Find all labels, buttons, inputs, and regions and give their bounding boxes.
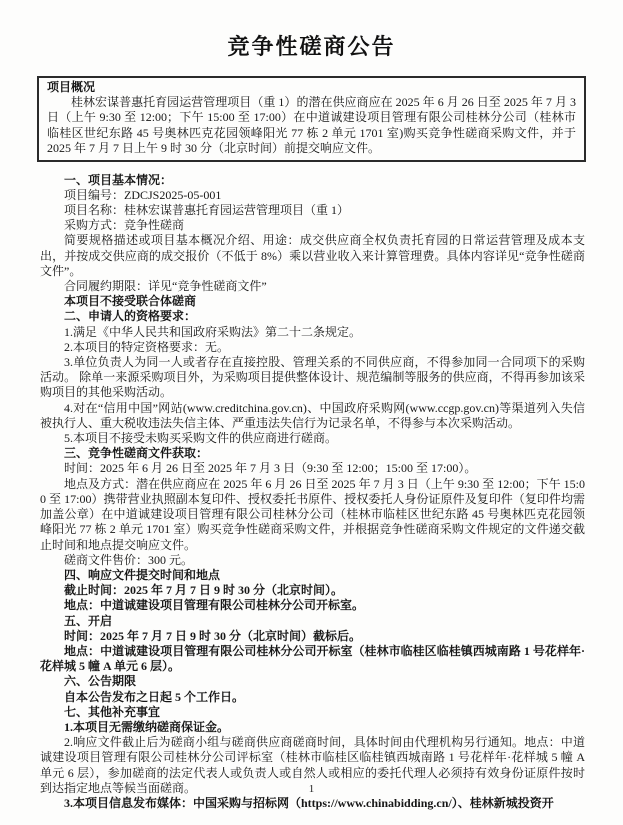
contract-term-line: 合同履约期限：详见“竞争性磋商文件” bbox=[64, 279, 267, 294]
open-time-line: 时间：2025 年 7 月 7 日 9 时 30 分（北京时间）截标后。 bbox=[64, 628, 362, 643]
section-2-heading: 二、申请人的资格要求： bbox=[64, 309, 197, 324]
spec-description-line: 简要规格描述或项目基本概况介绍、用途：成交供应商全权负责托育园的日常运营管理及成本支出，并按成交供应商的成交报价（不低于 8%）乘以营业收入来计算管理费。具体内容详见“竞争性磋商文件”。 bbox=[40, 233, 585, 278]
project-overview-heading: 项目概况 bbox=[47, 80, 96, 94]
section-6-heading: 六、公告期限 bbox=[64, 674, 137, 689]
doc-obtain-place-line: 地点及方式：潜在供应商应在 2025 年 6 月 26 日至 2025 年 7 月 3 日（上午 9:30 至 12:00；下午 15:00 至 17:00）携带营业执照副本复印件、授权委托书原件、授权委托人身份证原件及复印件（复印件均需加盖公章）在中道诚建设项目管理有限公司桂林分公司（桂林市临桂区世纪东路 45 号奥林匹克花园领峰阳光 77 栋 2 单元 1701 室）购买竞争性磋商采购文件，并根据竞争性磋商采购文件规定的文件递交截止时间和地点提交响应文件。 bbox=[40, 476, 585, 552]
doc-price-line: 磋商文件售价：300 元。 bbox=[64, 552, 194, 567]
project-number-line: 项目编号：ZDCJS2025-05-001 bbox=[64, 187, 222, 202]
qualification-item-5: 5.本项目不接受未购买采购文件的供应商进行磋商。 bbox=[64, 431, 338, 446]
section-4-heading: 四、响应文件提交时间和地点 bbox=[64, 567, 221, 582]
document-title: 竞争性磋商公告 bbox=[227, 34, 396, 59]
section-5-heading: 五、开启 bbox=[64, 613, 113, 628]
submit-deadline-line: 截止时间：2025 年 7 月 7 日 9 时 30 分（北京时间）。 bbox=[64, 583, 344, 598]
open-place-line: 地点：中道诚建设项目管理有限公司桂林分公司开标室（桂林市临桂区临桂镇西城南路 1 号花样年·花样城 5 幢 A 单元 6 层）。 bbox=[40, 643, 585, 674]
section-1-heading: 一、项目基本情况： bbox=[64, 172, 173, 187]
page-number: 1 bbox=[308, 783, 315, 795]
notice-period-line: 自本公告发布之日起 5 个工作日。 bbox=[64, 689, 245, 704]
section-7-heading: 七、其他补充事宜 bbox=[64, 704, 161, 719]
procurement-method-line: 采购方式：竞争性磋商 bbox=[64, 218, 185, 233]
qualification-item-1: 1.满足《中华人民共和国政府采购法》第二十二条规定。 bbox=[64, 324, 362, 339]
submit-place-line: 地点：中道诚建设项目管理有限公司桂林分公司开标室。 bbox=[64, 598, 365, 613]
no-consortium-note: 本项目不接受联合体磋商 bbox=[64, 294, 197, 309]
qualification-item-2: 2.本项目的特定资格要求：无。 bbox=[64, 339, 230, 354]
supplementary-note-1: 1.本项目无需缴纳磋商保证金。 bbox=[64, 719, 230, 734]
section-3-heading: 三、竞争性磋商文件获取： bbox=[64, 446, 209, 461]
project-name-line: 项目名称：桂林宏谋普惠托育园运营管理项目（重 1） bbox=[64, 203, 350, 218]
qualification-item-3: 3.单位负责人为同一人或者存在直接控股、管理关系的不同供应商，不得参加同一合同项下的采购活动。 除单一来源采购项目外，为采购项目提供整体设计、规范编制等服务的供应商，不得再参加该采购项目的其他采购活动。 bbox=[40, 355, 585, 400]
supplementary-note-3: 3.本项目信息发布媒体：中国采购与招标网（https://www.chinabidding.cn/）、桂林新城投资开 bbox=[64, 795, 554, 810]
supplementary-note-2: 2.响应文件截止后为磋商小组与磋商供应商磋商时间，具体时间由代理机构另行通知。地点：中道诚建设项目管理有限公司桂林分公司评标室（桂林市临桂区临桂镇西城南路 1 号花样年·花样城 5 幢 A 单元 6 层），参加磋商的法定代表人或负责人或自然人或相应的委托代理人必须持有效身份证原件按时到达指定地点等候当面磋商。 bbox=[40, 735, 585, 795]
project-overview-box bbox=[37, 76, 586, 162]
doc-obtain-time-line: 时间：2025 年 6 月 26 日至 2025 年 7 月 3 日（9:30 至 12:00；15:00 至 17:00）。 bbox=[64, 461, 477, 476]
document-body bbox=[40, 173, 585, 812]
qualification-item-4: 4.对在“信用中国”网站(www.creditchina.gov.cn)、中国政府采购网(www.ccgp.gov.cn)等渠道列入失信被执行人、重大税收违法失信主体、严重违法失信行为记录名单，不得参与本次采购活动。 bbox=[40, 400, 585, 430]
project-overview-text: 桂林宏谋普惠托育园运营管理项目（重 1）的潜在供应商应在 2025 年 6 月 26 日至 2025 年 7 月 3 日（上午 9:30 至 12:00；下午 15:00 至 17:00）在中道诚建设项目管理有限公司桂林分公司（桂林市临桂区世纪东路 45 号奥林匹克花园领峰阳光 77 栋 2 单元 1701 室)购买竞争性磋商采购文件，并于 2025 年 7 月 7 日上午 9 时 30 分（北京时间）前提交响应文件。 bbox=[47, 95, 576, 156]
